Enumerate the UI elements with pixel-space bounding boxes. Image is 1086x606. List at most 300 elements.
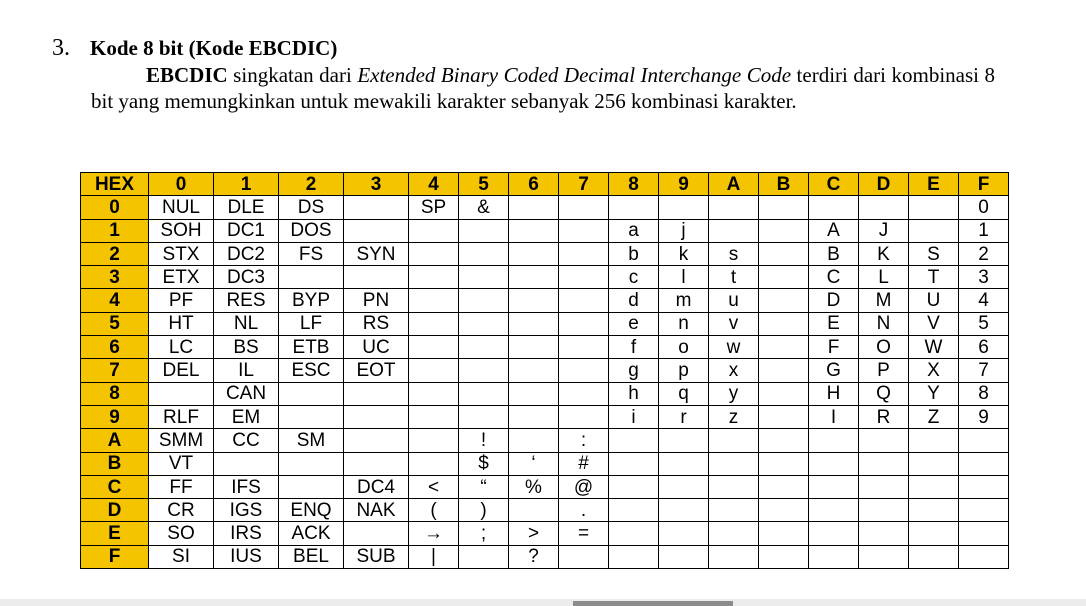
table-cell xyxy=(909,452,959,475)
table-cell xyxy=(509,289,559,312)
table-cell xyxy=(609,499,659,522)
table-cell: P xyxy=(859,359,909,382)
table-cell xyxy=(859,522,909,545)
table-cell: 7 xyxy=(959,359,1009,382)
table-cell: 8 xyxy=(959,382,1009,405)
table-cell xyxy=(759,405,809,428)
table-cell xyxy=(759,475,809,498)
table-cell xyxy=(659,545,709,568)
table-cell: | xyxy=(409,545,459,568)
table-cell: a xyxy=(609,219,659,242)
table-cell xyxy=(344,405,409,428)
table-cell: → xyxy=(409,522,459,545)
table-cell xyxy=(559,336,609,359)
table-cell xyxy=(859,452,909,475)
row-header: 7 xyxy=(81,359,149,382)
table-cell xyxy=(859,196,909,219)
table-cell: FS xyxy=(279,242,344,265)
table-cell xyxy=(559,219,609,242)
table-cell xyxy=(959,545,1009,568)
table-cell xyxy=(459,545,509,568)
table-row xyxy=(81,452,1009,475)
table-cell: T xyxy=(909,266,959,289)
table-cell xyxy=(859,545,909,568)
table-cell: ) xyxy=(459,499,509,522)
table-cell: o xyxy=(659,336,709,359)
table-cell: b xyxy=(609,242,659,265)
table-cell: J xyxy=(859,219,909,242)
table-cell xyxy=(409,266,459,289)
table-cell xyxy=(459,219,509,242)
table-cell: W xyxy=(909,336,959,359)
table-cell: g xyxy=(609,359,659,382)
table-cell xyxy=(279,452,344,475)
table-cell: m xyxy=(659,289,709,312)
table-row xyxy=(81,336,1009,359)
table-cell xyxy=(909,219,959,242)
table-cell xyxy=(759,545,809,568)
table-cell: H xyxy=(809,382,859,405)
table-cell: 3 xyxy=(959,266,1009,289)
table-cell xyxy=(759,359,809,382)
table-cell xyxy=(709,429,759,452)
row-header: B xyxy=(81,452,149,475)
row-header: C xyxy=(81,475,149,498)
ebcdic-table xyxy=(80,172,1009,569)
table-cell: DOS xyxy=(279,219,344,242)
table-cell: EM xyxy=(214,405,279,428)
table-cell: L xyxy=(859,266,909,289)
table-cell xyxy=(859,499,909,522)
column-header: C xyxy=(809,173,859,196)
table-cell: SO xyxy=(149,522,214,545)
table-cell: Z xyxy=(909,405,959,428)
table-cell: ETB xyxy=(279,336,344,359)
table-cell xyxy=(279,382,344,405)
table-cell: SI xyxy=(149,545,214,568)
table-row xyxy=(81,196,1009,219)
column-header: A xyxy=(709,173,759,196)
table-cell: BYP xyxy=(279,289,344,312)
table-cell: ? xyxy=(509,545,559,568)
column-header: D xyxy=(859,173,909,196)
text-after: terdiri dari kombinasi 8 bit yang memungkinkan untuk mewakili karakter sebanyak 256 kombinasi karakter. xyxy=(91,63,995,113)
table-row xyxy=(81,405,1009,428)
row-header: D xyxy=(81,499,149,522)
table-cell xyxy=(909,522,959,545)
table-cell: l xyxy=(659,266,709,289)
table-cell xyxy=(409,219,459,242)
table-cell xyxy=(279,475,344,498)
table-cell xyxy=(509,405,559,428)
table-cell: R xyxy=(859,405,909,428)
column-header: 3 xyxy=(344,173,409,196)
table-cell xyxy=(909,429,959,452)
table-cell: IL xyxy=(214,359,279,382)
table-cell xyxy=(459,289,509,312)
table-cell: NUL xyxy=(149,196,214,219)
table-cell: CAN xyxy=(214,382,279,405)
table-cell xyxy=(809,196,859,219)
table-cell xyxy=(809,545,859,568)
table-cell xyxy=(559,382,609,405)
table-cell xyxy=(509,336,559,359)
table-cell xyxy=(659,499,709,522)
table-cell: RLF xyxy=(149,405,214,428)
table-cell xyxy=(509,219,559,242)
table-cell: STX xyxy=(149,242,214,265)
table-cell xyxy=(859,429,909,452)
table-cell: d xyxy=(609,289,659,312)
table-cell: B xyxy=(809,242,859,265)
table-cell: DC1 xyxy=(214,219,279,242)
table-cell: LC xyxy=(149,336,214,359)
table-cell xyxy=(559,266,609,289)
table-cell: A xyxy=(809,219,859,242)
table-cell: x xyxy=(709,359,759,382)
table-cell xyxy=(859,475,909,498)
table-cell: IGS xyxy=(214,499,279,522)
table-cell xyxy=(909,545,959,568)
table-cell: j xyxy=(659,219,709,242)
row-header: 0 xyxy=(81,196,149,219)
row-header: F xyxy=(81,545,149,568)
table-cell xyxy=(759,499,809,522)
table-cell: U xyxy=(909,289,959,312)
table-cell: PN xyxy=(344,289,409,312)
table-cell xyxy=(149,382,214,405)
table-cell xyxy=(609,522,659,545)
table-cell: y xyxy=(709,382,759,405)
table-cell: S xyxy=(909,242,959,265)
table-cell: i xyxy=(609,405,659,428)
table-cell xyxy=(344,452,409,475)
table-cell xyxy=(409,336,459,359)
table-cell: DS xyxy=(279,196,344,219)
table-cell: FF xyxy=(149,475,214,498)
table-cell: 4 xyxy=(959,289,1009,312)
term-ebcdic: EBCDIC xyxy=(146,63,228,87)
column-header: B xyxy=(759,173,809,196)
table-cell xyxy=(809,522,859,545)
description-paragraph xyxy=(91,62,995,114)
table-cell: SP xyxy=(409,196,459,219)
table-cell: SUB xyxy=(344,545,409,568)
table-cell: NAK xyxy=(344,499,409,522)
table-cell xyxy=(559,405,609,428)
table-cell xyxy=(709,196,759,219)
table-cell xyxy=(759,429,809,452)
table-row xyxy=(81,242,1009,265)
table-cell xyxy=(909,196,959,219)
table-cell: n xyxy=(659,312,709,335)
table-cell xyxy=(509,266,559,289)
table-cell: DC2 xyxy=(214,242,279,265)
table-cell xyxy=(909,475,959,498)
row-header: 1 xyxy=(81,219,149,242)
table-cell xyxy=(279,405,344,428)
table-cell: BS xyxy=(214,336,279,359)
table-cell: Q xyxy=(859,382,909,405)
table-cell: v xyxy=(709,312,759,335)
row-header: 9 xyxy=(81,405,149,428)
table-cell xyxy=(709,452,759,475)
table-cell xyxy=(709,499,759,522)
table-cell xyxy=(214,452,279,475)
table-cell: . xyxy=(559,499,609,522)
table-cell xyxy=(759,196,809,219)
row-header: A xyxy=(81,429,149,452)
table-cell xyxy=(409,289,459,312)
table-cell xyxy=(409,312,459,335)
table-row xyxy=(81,266,1009,289)
table-cell xyxy=(509,242,559,265)
table-cell: UC xyxy=(344,336,409,359)
table-cell xyxy=(759,289,809,312)
table-cell: e xyxy=(609,312,659,335)
table-cell: RS xyxy=(344,312,409,335)
table-cell: 6 xyxy=(959,336,1009,359)
table-cell: X xyxy=(909,359,959,382)
table-cell: s xyxy=(709,242,759,265)
table-cell xyxy=(344,522,409,545)
table-cell: SMM xyxy=(149,429,214,452)
table-cell xyxy=(659,475,709,498)
table-cell: ETX xyxy=(149,266,214,289)
table-cell xyxy=(459,266,509,289)
table-cell: PF xyxy=(149,289,214,312)
table-cell: SYN xyxy=(344,242,409,265)
table-cell xyxy=(459,382,509,405)
table-cell: BEL xyxy=(279,545,344,568)
table-cell: SM xyxy=(279,429,344,452)
table-cell: O xyxy=(859,336,909,359)
table-cell xyxy=(609,429,659,452)
table-cell: Y xyxy=(909,382,959,405)
section-number: 3. xyxy=(52,35,70,61)
table-cell: z xyxy=(709,405,759,428)
row-header: 5 xyxy=(81,312,149,335)
table-cell: ENQ xyxy=(279,499,344,522)
table-cell xyxy=(709,475,759,498)
table-cell: > xyxy=(509,522,559,545)
table-cell: LF xyxy=(279,312,344,335)
table-cell: DLE xyxy=(214,196,279,219)
table-cell xyxy=(509,429,559,452)
table-cell xyxy=(509,499,559,522)
horizontal-scrollbar[interactable] xyxy=(0,599,1086,606)
table-cell: DC4 xyxy=(344,475,409,498)
table-cell: w xyxy=(709,336,759,359)
table-cell: ‘ xyxy=(509,452,559,475)
table-cell xyxy=(959,522,1009,545)
table-row xyxy=(81,289,1009,312)
table-cell xyxy=(759,266,809,289)
hex-corner-header: HEX xyxy=(81,173,149,196)
table-cell xyxy=(959,429,1009,452)
column-header: 0 xyxy=(149,173,214,196)
table-row xyxy=(81,382,1009,405)
scrollbar-thumb[interactable] xyxy=(573,601,733,606)
table-cell: ! xyxy=(459,429,509,452)
table-cell: 5 xyxy=(959,312,1009,335)
table-cell xyxy=(959,499,1009,522)
table-cell: IUS xyxy=(214,545,279,568)
column-header: 6 xyxy=(509,173,559,196)
text-before: singkatan dari xyxy=(227,63,358,87)
table-cell xyxy=(609,475,659,498)
table-cell xyxy=(809,429,859,452)
table-cell: EOT xyxy=(344,359,409,382)
table-cell xyxy=(509,196,559,219)
table-cell xyxy=(659,452,709,475)
table-cell: p xyxy=(659,359,709,382)
table-cell xyxy=(909,499,959,522)
table-cell: t xyxy=(709,266,759,289)
table-cell xyxy=(344,382,409,405)
table-cell xyxy=(459,405,509,428)
table-row xyxy=(81,429,1009,452)
table-cell: 2 xyxy=(959,242,1009,265)
table-cell: I xyxy=(809,405,859,428)
table-cell xyxy=(409,242,459,265)
column-header: 2 xyxy=(279,173,344,196)
table-cell: C xyxy=(809,266,859,289)
table-cell xyxy=(559,312,609,335)
table-cell xyxy=(659,429,709,452)
table-cell xyxy=(344,219,409,242)
table-cell: 9 xyxy=(959,405,1009,428)
table-cell xyxy=(709,522,759,545)
table-cell xyxy=(509,359,559,382)
table-cell: E xyxy=(809,312,859,335)
row-header: 3 xyxy=(81,266,149,289)
table-cell xyxy=(809,475,859,498)
table-cell: V xyxy=(909,312,959,335)
column-header: F xyxy=(959,173,1009,196)
table-cell: G xyxy=(809,359,859,382)
table-cell: @ xyxy=(559,475,609,498)
table-cell xyxy=(344,266,409,289)
table-cell xyxy=(659,522,709,545)
table-cell: CR xyxy=(149,499,214,522)
table-cell: ESC xyxy=(279,359,344,382)
table-cell xyxy=(759,312,809,335)
term-expansion: Extended Binary Coded Decimal Interchange Code xyxy=(357,63,792,87)
table-cell xyxy=(559,242,609,265)
table-row xyxy=(81,219,1009,242)
table-cell xyxy=(809,452,859,475)
table-cell: = xyxy=(559,522,609,545)
table-cell xyxy=(559,545,609,568)
table-cell: F xyxy=(809,336,859,359)
table-cell: RES xyxy=(214,289,279,312)
table-cell: k xyxy=(659,242,709,265)
table-row xyxy=(81,475,1009,498)
table-cell: K xyxy=(859,242,909,265)
table-cell xyxy=(659,196,709,219)
table-cell: DC3 xyxy=(214,266,279,289)
table-row xyxy=(81,312,1009,335)
table-cell xyxy=(959,452,1009,475)
column-header: 4 xyxy=(409,173,459,196)
row-header: E xyxy=(81,522,149,545)
table-cell: # xyxy=(559,452,609,475)
table-cell xyxy=(459,312,509,335)
table-cell xyxy=(459,242,509,265)
table-cell: % xyxy=(509,475,559,498)
table-cell: D xyxy=(809,289,859,312)
row-header: 8 xyxy=(81,382,149,405)
table-cell: h xyxy=(609,382,659,405)
table-cell: CC xyxy=(214,429,279,452)
table-cell xyxy=(709,219,759,242)
table-cell: c xyxy=(609,266,659,289)
table-cell xyxy=(409,452,459,475)
table-cell: N xyxy=(859,312,909,335)
table-row xyxy=(81,522,1009,545)
table-cell: “ xyxy=(459,475,509,498)
column-header: 5 xyxy=(459,173,509,196)
table-cell: DEL xyxy=(149,359,214,382)
table-cell xyxy=(609,196,659,219)
table-cell: SOH xyxy=(149,219,214,242)
table-cell: IFS xyxy=(214,475,279,498)
table-cell: u xyxy=(709,289,759,312)
table-cell: r xyxy=(659,405,709,428)
table-cell xyxy=(759,242,809,265)
section-title: Kode 8 bit (Kode EBCDIC) xyxy=(90,36,338,60)
table-cell: 1 xyxy=(959,219,1009,242)
row-header: 6 xyxy=(81,336,149,359)
table-cell xyxy=(509,312,559,335)
table-cell xyxy=(279,266,344,289)
table-cell xyxy=(344,429,409,452)
table-cell: ; xyxy=(459,522,509,545)
table-row xyxy=(81,359,1009,382)
table-cell xyxy=(609,452,659,475)
table-cell: NL xyxy=(214,312,279,335)
table-cell: $ xyxy=(459,452,509,475)
table-cell xyxy=(409,405,459,428)
table-cell xyxy=(459,359,509,382)
header-row xyxy=(81,173,1009,196)
table-cell: q xyxy=(659,382,709,405)
row-header: 2 xyxy=(81,242,149,265)
column-header: 9 xyxy=(659,173,709,196)
row-header: 4 xyxy=(81,289,149,312)
table-cell xyxy=(559,196,609,219)
table-cell xyxy=(709,545,759,568)
table-cell xyxy=(559,289,609,312)
column-header: 1 xyxy=(214,173,279,196)
table-cell xyxy=(759,452,809,475)
table-cell xyxy=(509,382,559,405)
column-header: 8 xyxy=(609,173,659,196)
table-cell xyxy=(409,382,459,405)
table-cell xyxy=(759,219,809,242)
table-cell: IRS xyxy=(214,522,279,545)
table-cell xyxy=(559,359,609,382)
section-heading xyxy=(52,34,337,62)
table-row xyxy=(81,545,1009,568)
table-cell: 0 xyxy=(959,196,1009,219)
table-cell xyxy=(409,359,459,382)
table-cell: ACK xyxy=(279,522,344,545)
table-cell: VT xyxy=(149,452,214,475)
table-cell: ( xyxy=(409,499,459,522)
table-cell xyxy=(409,429,459,452)
